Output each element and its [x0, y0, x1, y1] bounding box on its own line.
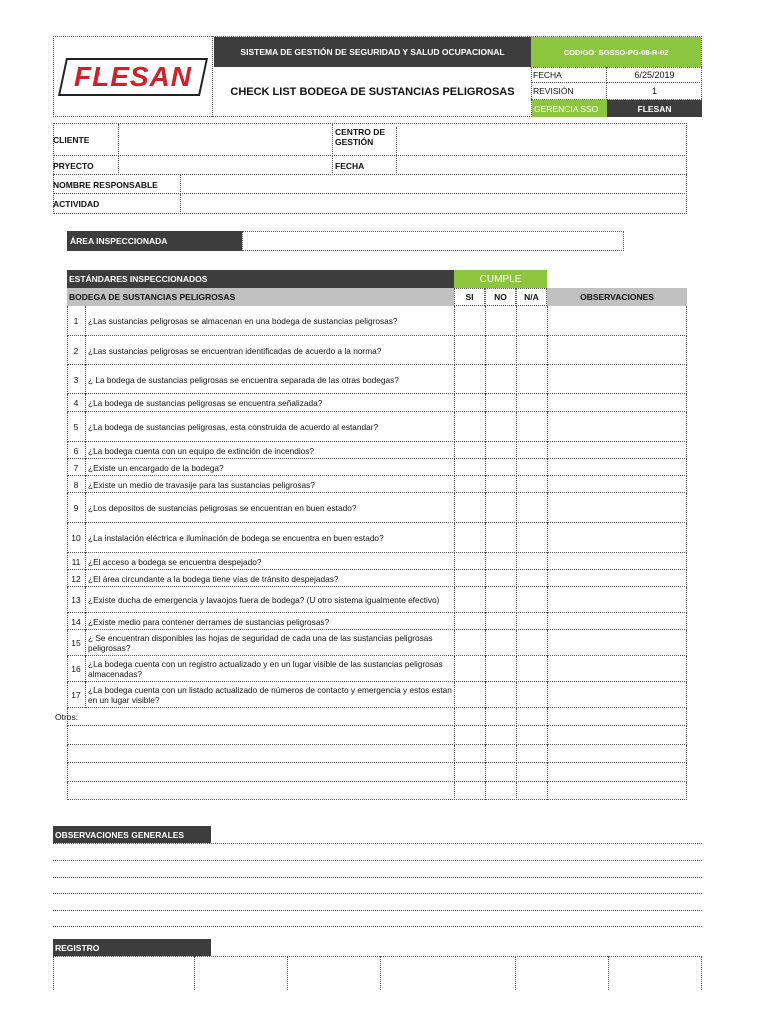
- obs-line[interactable]: [53, 911, 702, 927]
- checkbox-no[interactable]: [485, 394, 516, 412]
- checkbox-no[interactable]: [485, 523, 516, 553]
- otros-text-field[interactable]: [67, 726, 454, 745]
- checkbox-na[interactable]: [516, 306, 547, 336]
- checkbox-si[interactable]: [454, 708, 485, 726]
- checkbox-no[interactable]: [485, 656, 516, 682]
- checkbox-na[interactable]: [516, 708, 547, 726]
- document-title: CHECK LIST BODEGA DE SUSTANCIAS PELIGROSAS: [230, 86, 515, 98]
- responsable-field[interactable]: [181, 175, 686, 194]
- item-number: 4: [67, 394, 86, 412]
- item-number: 2: [67, 336, 86, 365]
- registro-cell[interactable]: [288, 956, 381, 990]
- checkbox-si[interactable]: [454, 493, 485, 523]
- checkbox-no[interactable]: [485, 613, 516, 630]
- observaciones-cell[interactable]: [547, 745, 687, 763]
- item-number: 1: [67, 306, 86, 336]
- observaciones-cell[interactable]: [547, 336, 687, 365]
- checkbox-na[interactable]: [516, 476, 547, 493]
- item-question-text: ¿ La bodega de sustancias peligrosas se encuentra separada de las otras bodegas?: [88, 374, 399, 385]
- observaciones-cell[interactable]: [547, 476, 687, 493]
- logo-text: FLESAN: [73, 60, 192, 92]
- obs-generales-label: OBSERVACIONES GENERALES: [53, 826, 211, 843]
- checkbox-na[interactable]: [516, 745, 547, 763]
- observaciones-cell[interactable]: [547, 708, 687, 726]
- centro-field[interactable]: [397, 124, 686, 156]
- observaciones-cell[interactable]: [547, 630, 687, 656]
- checkbox-na[interactable]: [516, 782, 547, 800]
- item-number: 12: [67, 570, 86, 587]
- checkbox-si[interactable]: [454, 613, 485, 630]
- item-question: [86, 493, 454, 523]
- fecha-info-label: FECHA: [333, 156, 397, 175]
- otros-label: Otros:: [55, 712, 79, 722]
- checkbox-si[interactable]: [454, 782, 485, 800]
- col-no: NO: [485, 288, 516, 306]
- checkbox-si[interactable]: [454, 570, 485, 587]
- item-question-text: ¿Las sustancias peligrosas se almacenan en una bodega de sustancias peligrosas?: [88, 316, 398, 326]
- checkbox-si[interactable]: [454, 763, 485, 782]
- checkbox-si[interactable]: [454, 476, 485, 493]
- item-question: [86, 570, 454, 587]
- item-question: [86, 412, 454, 442]
- responsable-label: NOMBRE RESPONSABLE: [53, 175, 181, 194]
- item-question: [86, 587, 454, 613]
- item-number: 10: [67, 523, 86, 553]
- observaciones-cell[interactable]: [547, 442, 687, 459]
- company-logo: [57, 58, 207, 96]
- checkbox-na[interactable]: [516, 459, 547, 476]
- observaciones-cell[interactable]: [547, 656, 687, 682]
- item-number: 5: [67, 412, 86, 442]
- col-si: SI: [454, 288, 485, 306]
- checkbox-si[interactable]: [454, 587, 485, 613]
- cliente-label: CLIENTE: [53, 124, 119, 156]
- checkbox-si[interactable]: [454, 442, 485, 459]
- item-question-text: ¿La bodega cuenta con un equipo de extinción de incendios?: [88, 445, 315, 456]
- gerencia-value: FLESAN: [607, 100, 702, 117]
- item-question-text: ¿Existe medio para contener derrames de sustancias peligrosas?: [88, 616, 330, 627]
- centro-label: CENTRO DE GESTIÓN: [333, 127, 397, 155]
- checkbox-na[interactable]: [516, 493, 547, 523]
- checkbox-na[interactable]: [516, 570, 547, 587]
- observaciones-cell[interactable]: [547, 553, 687, 570]
- item-question: [86, 394, 454, 412]
- item-question-text: ¿La bodega de sustancias peligrosas, esta construida de acuerdo al estandar?: [88, 422, 379, 432]
- registro-label: REGISTRO: [53, 939, 211, 956]
- observaciones-cell[interactable]: [547, 394, 687, 412]
- item-number: 13: [67, 587, 86, 613]
- checkbox-na[interactable]: [516, 365, 547, 394]
- checkbox-no[interactable]: [485, 630, 516, 656]
- checkbox-no[interactable]: [485, 587, 516, 613]
- item-question-text: ¿La instalación eléctrica e iluminación de bodega se encuentra en buen estado?: [88, 533, 384, 543]
- otros-text-field[interactable]: [67, 745, 454, 763]
- section-label: BODEGA DE SUSTANCIAS PELIGROSAS: [67, 288, 454, 306]
- item-question: [86, 682, 454, 708]
- otros-text-field[interactable]: [67, 782, 454, 800]
- checkbox-no[interactable]: [485, 476, 516, 493]
- checkbox-na[interactable]: [516, 412, 547, 442]
- observaciones-cell[interactable]: [547, 613, 687, 630]
- checkbox-no[interactable]: [485, 442, 516, 459]
- checkbox-na[interactable]: [516, 682, 547, 708]
- checkbox-no[interactable]: [485, 708, 516, 726]
- observaciones-cell[interactable]: [547, 306, 687, 336]
- checkbox-na[interactable]: [516, 394, 547, 412]
- item-question: [86, 553, 454, 570]
- cumple-label: CUMPLE: [454, 270, 547, 288]
- checkbox-na[interactable]: [516, 442, 547, 459]
- checkbox-no[interactable]: [485, 763, 516, 782]
- obs-line[interactable]: [53, 878, 702, 894]
- standards-label: ESTÁNDARES INSPECCIONADOS: [67, 270, 454, 288]
- observaciones-cell[interactable]: [547, 412, 687, 442]
- observaciones-cell[interactable]: [547, 726, 687, 745]
- checkbox-na[interactable]: [516, 336, 547, 365]
- checkbox-si[interactable]: [454, 553, 485, 570]
- checkbox-no[interactable]: [485, 365, 516, 394]
- col-observaciones: OBSERVACIONES: [547, 288, 687, 306]
- cliente-field[interactable]: [119, 124, 333, 156]
- item-question: [86, 630, 454, 656]
- checkbox-no[interactable]: [485, 336, 516, 365]
- gerencia-label: GERENCIA SSO: [532, 100, 607, 117]
- observaciones-cell[interactable]: [547, 365, 687, 394]
- item-question-text: ¿Existe un encargado de la bodega?: [88, 462, 224, 473]
- checkbox-si[interactable]: [454, 459, 485, 476]
- item-question: [86, 365, 454, 394]
- item-number: 7: [67, 459, 86, 476]
- checkbox-no[interactable]: [485, 745, 516, 763]
- checkbox-na[interactable]: [516, 587, 547, 613]
- col-na: N/A: [516, 288, 547, 306]
- item-question: [86, 336, 454, 365]
- registro-cell[interactable]: [195, 956, 288, 990]
- observaciones-cell[interactable]: [547, 763, 687, 782]
- checkbox-no[interactable]: [485, 459, 516, 476]
- item-number: 17: [67, 682, 86, 708]
- checkbox-no[interactable]: [485, 682, 516, 708]
- area-label: ÁREA INSPECCIONADA: [67, 231, 242, 251]
- item-question-text: ¿La bodega de sustancias peligrosas se encuentra señalizada?: [88, 398, 323, 408]
- item-question: [86, 442, 454, 459]
- item-question: [86, 459, 454, 476]
- registro-cell[interactable]: [381, 956, 516, 990]
- item-question: [86, 306, 454, 336]
- logo-box: [53, 36, 213, 117]
- observaciones-cell[interactable]: [547, 570, 687, 587]
- checkbox-na[interactable]: [516, 630, 547, 656]
- checkbox-na[interactable]: [516, 726, 547, 745]
- checkbox-si[interactable]: [454, 745, 485, 763]
- checkbox-si[interactable]: [454, 682, 485, 708]
- obs-line[interactable]: [53, 843, 702, 861]
- item-question: [86, 656, 454, 682]
- item-question-text: ¿ Se encuentran disponibles las hojas de seguridad de cada una de las sustancias peligrosas peligrosas?: [88, 633, 433, 653]
- observaciones-cell[interactable]: [547, 459, 687, 476]
- checkbox-si[interactable]: [454, 630, 485, 656]
- item-number: 14: [67, 613, 86, 630]
- observaciones-cell[interactable]: [547, 782, 687, 800]
- checkbox-si[interactable]: [454, 306, 485, 336]
- item-question: [86, 523, 454, 553]
- revision-label: REVISIÓN: [531, 83, 607, 100]
- obs-line[interactable]: [53, 861, 702, 878]
- checkbox-si[interactable]: [454, 523, 485, 553]
- fecha-info-field[interactable]: [397, 156, 686, 175]
- item-number: 16: [67, 656, 86, 682]
- otros-text-field[interactable]: [67, 708, 454, 726]
- checkbox-no[interactable]: [485, 570, 516, 587]
- otros-text-field[interactable]: [67, 763, 454, 782]
- obs-line[interactable]: [53, 894, 702, 911]
- checkbox-no[interactable]: [485, 782, 516, 800]
- item-question-text: ¿Las sustancias peligrosas se encuentran identificadas de acuerdo a la norma?: [88, 345, 382, 356]
- checkbox-si[interactable]: [454, 656, 485, 682]
- item-number: 15: [67, 630, 86, 656]
- item-number: 11: [67, 553, 86, 570]
- item-question-text: ¿El acceso a bodega se encuentra despejado?: [88, 556, 262, 567]
- item-number: 6: [67, 442, 86, 459]
- fecha-value: 6/25/2019: [607, 67, 702, 83]
- area-field[interactable]: [242, 231, 624, 251]
- document-code: CODIGO: SGSSO-PG-08-R-02: [531, 37, 701, 67]
- observaciones-cell[interactable]: [547, 682, 687, 708]
- registro-cell[interactable]: [53, 956, 195, 990]
- revision-value: 1: [607, 83, 702, 100]
- item-question-text: ¿La bodega cuenta con un registro actualizado y en un lugar visible de las sustancias peligrosas almacenadas?: [88, 659, 443, 679]
- checkbox-no[interactable]: [485, 493, 516, 523]
- checkbox-no[interactable]: [485, 553, 516, 570]
- observaciones-cell[interactable]: [547, 523, 687, 553]
- checkbox-na[interactable]: [516, 763, 547, 782]
- checkbox-si[interactable]: [454, 365, 485, 394]
- checkbox-no[interactable]: [485, 306, 516, 336]
- item-question-text: ¿La bodega cuenta con un listado actualizado de números de contacto y emergencia y estos estan en un lugar visible?: [88, 685, 452, 705]
- checkbox-na[interactable]: [516, 523, 547, 553]
- item-question-text: ¿Existe un medio de travasije para las sustancias peligrosas?: [88, 479, 315, 490]
- actividad-field[interactable]: [181, 194, 686, 214]
- item-number: 3: [67, 365, 86, 394]
- item-number: 9: [67, 493, 86, 523]
- checkbox-no[interactable]: [485, 726, 516, 745]
- checkbox-si[interactable]: [454, 336, 485, 365]
- item-question-text: ¿El área circundante a la bodega tiene vías de tránsito despejadas?: [88, 573, 339, 584]
- checkbox-na[interactable]: [516, 656, 547, 682]
- checkbox-si[interactable]: [454, 412, 485, 442]
- checkbox-na[interactable]: [516, 613, 547, 630]
- proyecto-field[interactable]: [119, 156, 333, 175]
- checkbox-si[interactable]: [454, 394, 485, 412]
- item-question: [86, 613, 454, 630]
- proyecto-label: PRYECTO: [53, 156, 119, 175]
- fecha-label: FECHA: [531, 67, 607, 83]
- item-question: [86, 476, 454, 493]
- observaciones-cell[interactable]: [547, 493, 687, 523]
- item-number: 8: [67, 476, 86, 493]
- checkbox-si[interactable]: [454, 726, 485, 745]
- registro-cell[interactable]: [516, 956, 609, 990]
- checkbox-na[interactable]: [516, 553, 547, 570]
- observaciones-cell[interactable]: [547, 587, 687, 613]
- actividad-label: ACTIVIDAD: [53, 194, 181, 214]
- checkbox-no[interactable]: [485, 412, 516, 442]
- system-title: SISTEMA DE GESTIÓN DE SEGURIDAD Y SALUD OCUPACIONAL: [214, 37, 531, 67]
- item-question-text: ¿Los depositos de sustancias peligrosas se encuentran en buen estado?: [88, 503, 357, 513]
- item-question-text: ¿Existe ducha de emergencia y lavaojos fuera de bodega? (U otro sistema igualmente efectivo): [88, 595, 440, 605]
